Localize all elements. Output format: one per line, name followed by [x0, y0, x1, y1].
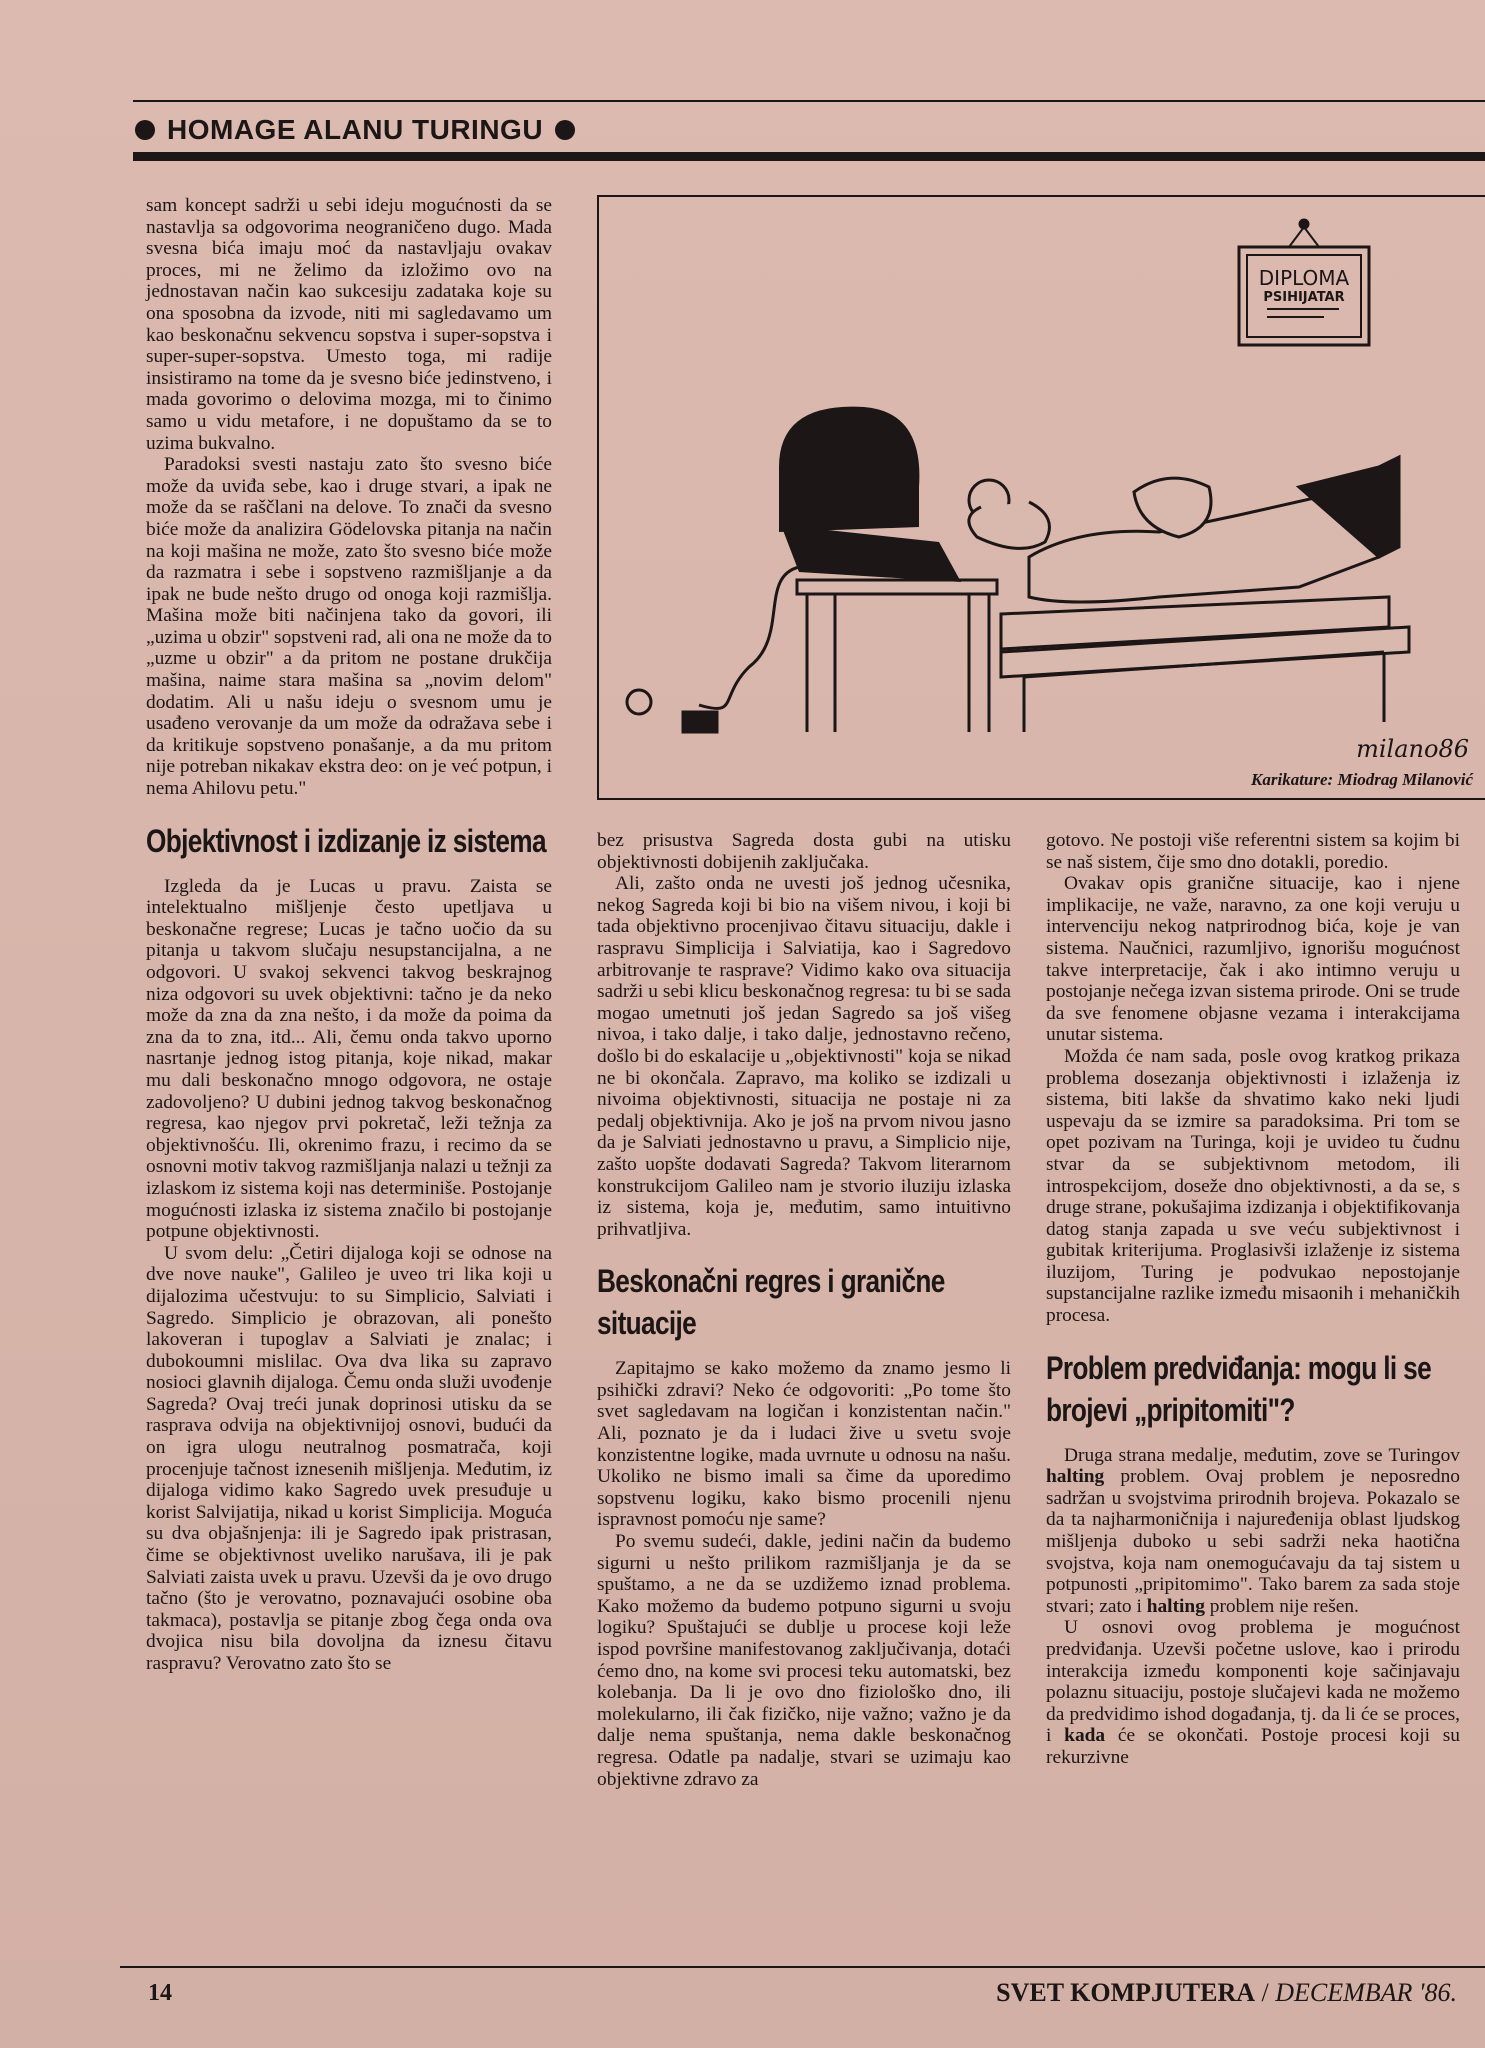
column-2	[597, 830, 1011, 1790]
paragraph: Možda će nam sada, posle ovog kratkog prikaza problema dosezanja objektivnosti i izlaženja iz sistema, biti lakše da shvatimo kako neki ljudi uspevaju da se izmire sa paradoksima. Pri tom se opet pozivam na Turinga, koji je uvideo tu čudnu stvar da se subjektivnom metodom, ili introspekcijom, doseže dno objektivnosti, a da se, s druge strane, pokušajima izdizanja i objektifikovanja datog stanja zapada u sve veću subjektivnost i gubitak kriterijuma. Proglasivši izlaženje iz sistema iluzijom, Turing je podvukao nepostojanje supstancijalne razlike između misaonih i mehaničkih procesa.	[1046, 1045, 1460, 1327]
header-rule	[133, 152, 1485, 161]
column-1	[146, 195, 552, 1675]
paragraph: gotovo. Ne postoji više referentni sistem sa kojim bi se naš sistem, čije smo dno dotakli, poredio.	[1046, 830, 1460, 873]
paragraph: sam koncept sadrži u sebi ideju mogućnosti da se nastavlja sa odgovorima neograničeno dugo. Mada svesna bića imaju moć da nastavljaju ovakav proces, mi ne želimo da izložimo ovo na jednostavan način kao sukcesiju zadataka koje su ona sposobna da izvode, niti mi sagledavamo um kao beskonačnu sekvencu sopstva i super-sopstva i super-super-sopstva. Umesto toga, mi radije insistiramo na tome da je svesno biće jedinstveno, i mada govorimo o delovima mozga, mi to činimo samo u vidu metafore, i ne dopuštamo da se to uzima bukvalno.	[146, 195, 552, 454]
top-rule	[133, 100, 1485, 102]
bullet-icon	[135, 120, 155, 140]
cartoon-credit: Karikature: Miodrag Milanović	[1251, 770, 1473, 789]
footer-masthead	[996, 1978, 1457, 2008]
section-header	[135, 110, 575, 150]
bullet-icon	[555, 120, 575, 140]
paragraph-halting: Druga strana medalje, međutim, zove se Turingov halting problem. Ovaj problem je neposredno sadržan u svojstvima prirodnih brojeva. Pokazalo se da ta najharmoničnija i najuređenija oblast ljudskog mišljenja duboko u sebi sadrži neka haotična svojstva, koja nam onemogućavaju da taj sistem u potpunosti „pripitomimo". Tako barem za sada stoje stvari; zato i halting problem nije rešen.	[1046, 1444, 1460, 1617]
paragraph: Izgleda da je Lucas u pravu. Zaista se intelektualno mišljenje često upetljava u beskonačne regrese; Lucas je tačno uočio da su pitanja u takvom slučaju nesupstancijalna, a ne odgovori. U svakoj sekvenci takvog beskrajnog niza odgovori su uvek objektivni: tačno je da neko može da zna da zna nešto, i da može da poima da zna da to zna, itd... Ali, čemu onda takvo uporno nasrtanje jednog istog pitanja, koje nikad, makar mu dali beskonačno mnogo odgovora, ne ostaje zadovoljeno? U dubini jednog takvog beskonačnog regresa, kao njegov prvi pokretač, leži težnja za objektivnošću. Ili, okrenimo frazu, i recimo da se osnovni motiv takvog razmišljanja nalazi u težnji za izlaskom iz sistema koji nas determiniše. Postojanje mogućnosti izlaska iz sistema značilo bi postojanje potpune objektivnosti.	[146, 875, 552, 1243]
diploma-subtitle: PSIHIJATAR	[1263, 290, 1345, 305]
paragraph-kada: U osnovi ovog problema je mogućnost predviđanja. Uzevši početne uslove, kao i prirodu interakcija između komponenti koje sačinjavaju polaznu situaciju, postoje slučajevi kada ne možemo da predvidimo ishod događanja, tj. da li će se proces, i kada će se okončati. Postoje procesi koji su rekurzivne	[1046, 1617, 1460, 1768]
page-number: 14	[148, 1980, 172, 2006]
bold-term: halting	[1146, 1595, 1205, 1617]
paragraph: Zapitajmo se kako možemo da znamo jesmo li psihički zdravi? Neko će odgovoriti: „Po tome što svet sagledavam na logičan i konzistentan način." Ali, poznato je da i ludaci žive u svetu svoje konzistentne logike, mada uvrnute u odnosu na našu. Ukoliko ne bismo imali sa čime da uporedimo sopstvenu logiku, kako bismo procenili njenu ispravnost pomoću nje same?	[597, 1358, 1011, 1531]
diploma-title: DIPLOMA	[1258, 266, 1350, 290]
artist-signature: milano86	[1356, 735, 1469, 763]
subheading: Objektivnost i izdizanje iz sistema	[146, 822, 546, 859]
paragraph: U svom delu: „Četiri dijaloga koji se odnose na dve nove nauke", Galileo je uveo tri lika koji u dijalozima učestvuju: to su Simplicio, Salviati i Sagredo. Simplicio je obrazovan, ali ponešto lakoveran i tupoglav a Salviati je znalac; i dubokoumni mislilac. Ova dva lika su zapravo nosioci glavnih dijaloga. Čemu onda služi uvođenje Sagreda? Ovaj treći junak doprinosi utisku da se rasprava odvija na objektivnijoj osnovi, budući da on igra ulogu neutralnog posmatrača, koji procenjuje tačnost iznesenih mišljenja. Međutim, iz dijaloga vidimo kako Sagredo uvek presuđuje u korist Salvijatija, nikad u korist Simplicija. Moguća su dva objašnjenja: ili je Sagredo ipak pristrasan, čime se objektivnost uveliko narušava, ili je pak Salviati zaista uvek u pravu. Uzevši da je ovo drugo tačno (što je verovatno, poznavajući osobine oba takmaca), postavlja se pitanje zbog čega onda ova dvojica nisu bila dovoljna da iznesu čitavu raspravu? Verovatno zato što se	[146, 1242, 552, 1674]
bold-term: halting	[1046, 1466, 1105, 1488]
subheading: Problem predviđanja: mogu li se brojevi „pripitomiti"?	[1046, 1349, 1432, 1428]
magazine-name: SVET KOMPJUTERA	[996, 1978, 1256, 2007]
cartoon-illustration	[597, 195, 1485, 800]
issue-date: DECEMBAR '86.	[1275, 1978, 1457, 2007]
paragraph: bez prisustva Sagreda dosta gubi na utisku objektivnosti dobijenih zaključaka.	[597, 830, 1011, 873]
subheading: Beskonačni regres i granične situacije	[597, 1263, 945, 1342]
paragraph: Paradoksi svesti nastaju zato što svesno biće može da uviđa sebe, kao i druge stvari, a ipak ne može da se raščlani na delove. To znači da svesno biće može da analizira Gödelovska pitanja na način na koji mašina ne može, zato što svesno biće može da razmatra i sebe i sopstveno razmišljanje a da ipak ne bude nešto drugo od onoga koji razmišlja. Mašina može biti načinjena tako da govori, ili „uzima u obzir" sopstveni rad, ali ona ne može da to „uzme u obzir" a da pritom ne postane drukčija mašina, naime stara mašina sa „novim delom" dodatim. Ali u našu ideju o svesnom umu je usađeno verovanje da um može da odražava sebe i da kritikuje sopstveno ponašanje, a da mu pritom nije potreban nikakav ekstra deo: on je već potpun, i nema Ahilovu petu."	[146, 454, 553, 800]
cartoon-drawing	[599, 197, 1485, 802]
column-3	[1046, 830, 1460, 1769]
paragraph: Po svemu sudeći, dakle, jedini način da budemo sigurni u nešto prilikom razmišljanja je da se spuštamo, a ne da se uzdižemo iznad problema. Kako možemo da budemo potpuno sigurni u svoju logiku? Spuštajući se dublje u procese koji leže ispod površine manifestovanog zaključivanja, dotaći ćemo dno, na kome svi procesi teku automatski, bez kolebanja. Da li je ovo dno fiziološko dno, ili molekularno, ili čak fizičko, nije važno; važno je da dalje nema spuštanja, nema dakle beskonačnog regresa. Odatle pa nadalje, stvari se uzimaju kao objektivne zdravo za	[597, 1531, 1011, 1790]
footer-separator: /	[1255, 1978, 1276, 2007]
footer-rule	[120, 1966, 1485, 1968]
paragraph: Ovakav opis granične situacije, kao i njene implikacije, ne važe, naravno, za one koji veruju u intervenciju nekog natprirodnog bića, koje je van sistema. Naučnici, razumljivo, ignorišu mogućnost takve interpretacije, čak i ako intimno veruju u postojanje nečega izvan sistema prirode. Oni se trude da sve fenomene objasne vezama i interakcijama unutar sistema.	[1046, 873, 1460, 1046]
bold-term: kada	[1064, 1725, 1106, 1747]
paragraph: Ali, zašto onda ne uvesti još jednog učesnika, nekog Sagreda koji bi bio na višem nivou, i koji bi tada objektivno procenjivao čitavu situaciju, dakle i raspravu Simplicija i Salviatija, kao i Sagredovo arbitrovanje te rasprave? Vidimo kako ova situacija sadrži u sebi klicu beskonačnog regresa: tu bi se sada mogao umetnuti još jedan Sagredo sa još višeg nivoa, i tako dalje, i tako dalje, jednostavno rečeno, došlo bi do eskalacije u „objektivnosti" koja se nikad ne bi okončala. Zapravo, ma koliko se izdizali u nivoima objektivnosti, situacija ne postaje ni za pedalj objektivnija. Ako je još na prvom nivou jasno da je Salviati jednostavno u pravu, a Simplicio nije, zašto uopšte dodavati Sagreda? Takvom literarnom konstrukcijom Galileo nam je stvorio iluziju izlaska iz sistema, koja je, međutim, samo intuitivno prihvatljiva.	[597, 873, 1011, 1240]
section-title: HOMAGE ALANU TURINGU	[167, 114, 544, 145]
